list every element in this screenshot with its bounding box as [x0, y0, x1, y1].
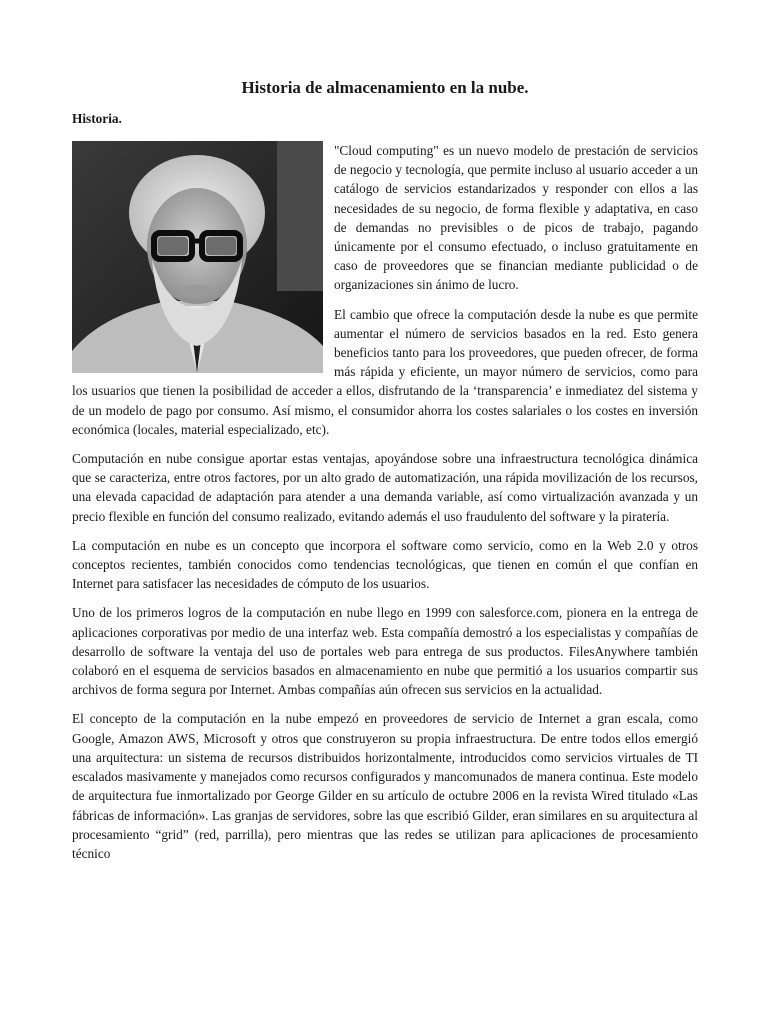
document-page: [72, 0, 698, 873]
portrait-photo: [72, 141, 323, 373]
section-heading: Historia.: [72, 111, 122, 126]
paragraph-4: La computación en nube es un concepto que incorpora el software como servicio, como en la Web 2.0 y otros conceptos recientes, también conocidos como tendencias tecnológicas, que tienen en común el que confían en Internet para satisfacer las necesidades de cómputo de los usuarios.: [72, 537, 698, 592]
document-title: Historia de almacenamiento en la nube.: [241, 78, 529, 97]
paragraph-3: Computación en nube consigue aportar estas ventajas, apoyándose sobre una infraestructura tecnológica dinámica que se caracteriza, entre otros factores, por un alto grado de automatización, una rápida movilización de los recursos, una elevada capacidad de adaptación para atender a una demanda variable, así como virtualización avanzada y un precio flexible en función del consumo realizado, evitando además el uso fraudulento del software y la piratería.: [72, 451, 698, 524]
paragraph-6: El concepto de la computación en la nube empezó en proveedores de servicio de Internet a gran escala, como Google, Amazon AWS, Microsoft y otros que construyeron su propia infraestructura. De entre todos ellos emergió una arquitectura: un sistema de recursos distribuidos horizontalmente, introducidos como servicios virtuales de TI escalados masivamente y manejados como recursos configurados y mancomunados de manera continua. Este modelo de arquitectura fue inmortalizado por George Gilder en su artículo de octubre 2006 en la revista Wired titulado «Las fábricas de información». Las granjas de servidores, sobre las que escribió Gilder, eran similares en su arquitectura al procesamiento “grid” (red, parrilla), pero mientras que las redes se utilizan para aplicaciones de procesamiento técnico: [72, 711, 698, 861]
paragraph-2: El cambio que ofrece la computación desde la nube es que permite aumentar el número de servicios basados en la red. Esto genera beneficios tanto para los proveedores, que pueden ofrecer, de forma más rápida y eficiente, un mayor número de servicios, como para los usuarios que tienen la posibilidad de acceder a ellos, disfrutando de la ‘transparencia’ e inmediatez del sistema y de un modelo de pago por consumo. Así mismo, el consumidor ahorra los costes salariales o los costes en inversión económica (locales, material especializado, etc).: [72, 306, 698, 437]
paragraph-5: Uno de los primeros logros de la computación en nube llego en 1999 con salesforce.com, pionera en la entrega de aplicaciones corporativas por medio de una interfaz web. Esta compañía demostró a los especialistas y compañías de desarrollo de software la ventaja del uso de portales web para entrega de sus productos. FilesAnywhere también colaboró en el esquema de servicios basados en almacenamiento en nube que permitió a los usuarios compartir sus archivos de forma segura por Internet. Ambas compañías aún ofrecen sus servicios en la actualidad.: [72, 605, 698, 698]
paragraph-1: "Cloud computing" es un nuevo modelo de prestación de servicios de negocio y tecnología, que permite incluso al usuario acceder a un catálogo de servicios estandarizados y responder con ellos a las necesidades de su negocio, de forma flexible y adaptativa, en caso de demandas no previsibles o de picos de trabajo, pagando únicamente por el consumo efectuado, o incluso gratuitamente en caso de proveedores que se financian mediante publicidad o de organizaciones sin ánimo de lucro.: [334, 143, 698, 293]
